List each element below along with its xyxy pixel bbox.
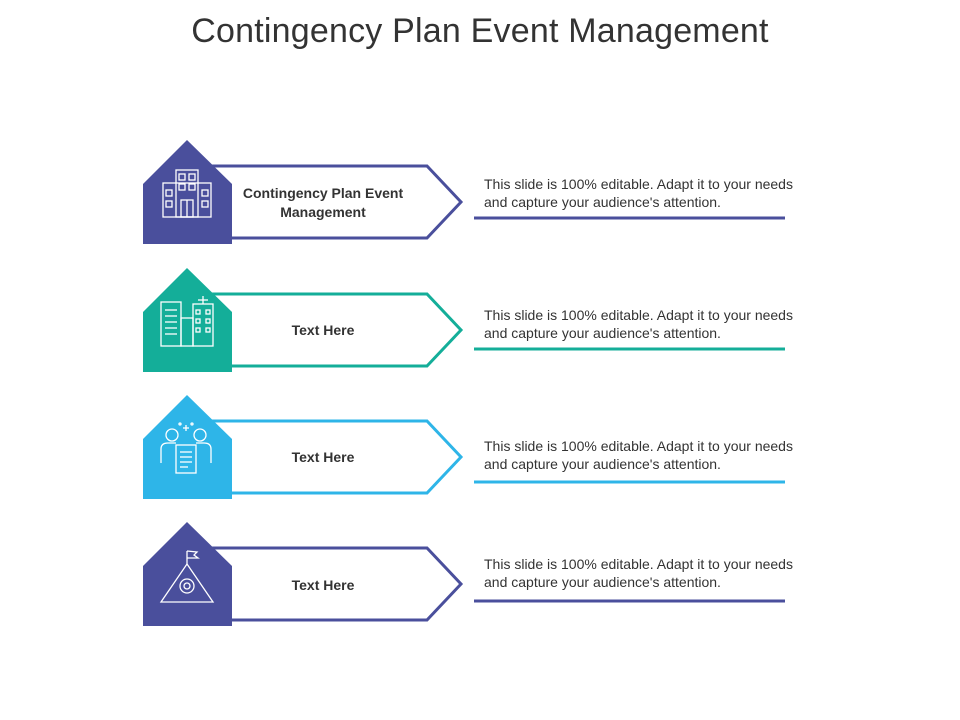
row-1-house-badge [143, 140, 232, 244]
row-2-description: This slide is 100% editable. Adapt it to your needs and capture your audience's attention. [484, 307, 793, 341]
row-4-description: This slide is 100% editable. Adapt it to your needs and capture your audience's attention. [484, 556, 793, 590]
row-2-house-badge [143, 268, 232, 372]
row-4 [0, 520, 960, 640]
slide-title: Contingency Plan Event Management [191, 12, 769, 50]
row-4-house-badge [143, 522, 232, 626]
row-3-label: Text Here [291, 449, 355, 465]
row-4-label: Text Here [291, 577, 355, 593]
row-2 [0, 266, 960, 386]
row-1-description: This slide is 100% editable. Adapt it to your needs and capture your audience's attention. [484, 176, 793, 210]
row-3-description: This slide is 100% editable. Adapt it to your needs and capture your audience's attention. [484, 438, 793, 472]
row-3-house-badge [143, 395, 232, 499]
row-3 [0, 393, 960, 513]
row-1-label: Contingency Plan Event Management [242, 185, 404, 220]
row-3-graphic [0, 393, 960, 513]
row-1 [0, 138, 960, 258]
row-2-graphic [0, 266, 960, 386]
row-1-graphic [0, 138, 960, 258]
row-4-graphic [0, 520, 960, 640]
row-2-label: Text Here [291, 322, 355, 338]
